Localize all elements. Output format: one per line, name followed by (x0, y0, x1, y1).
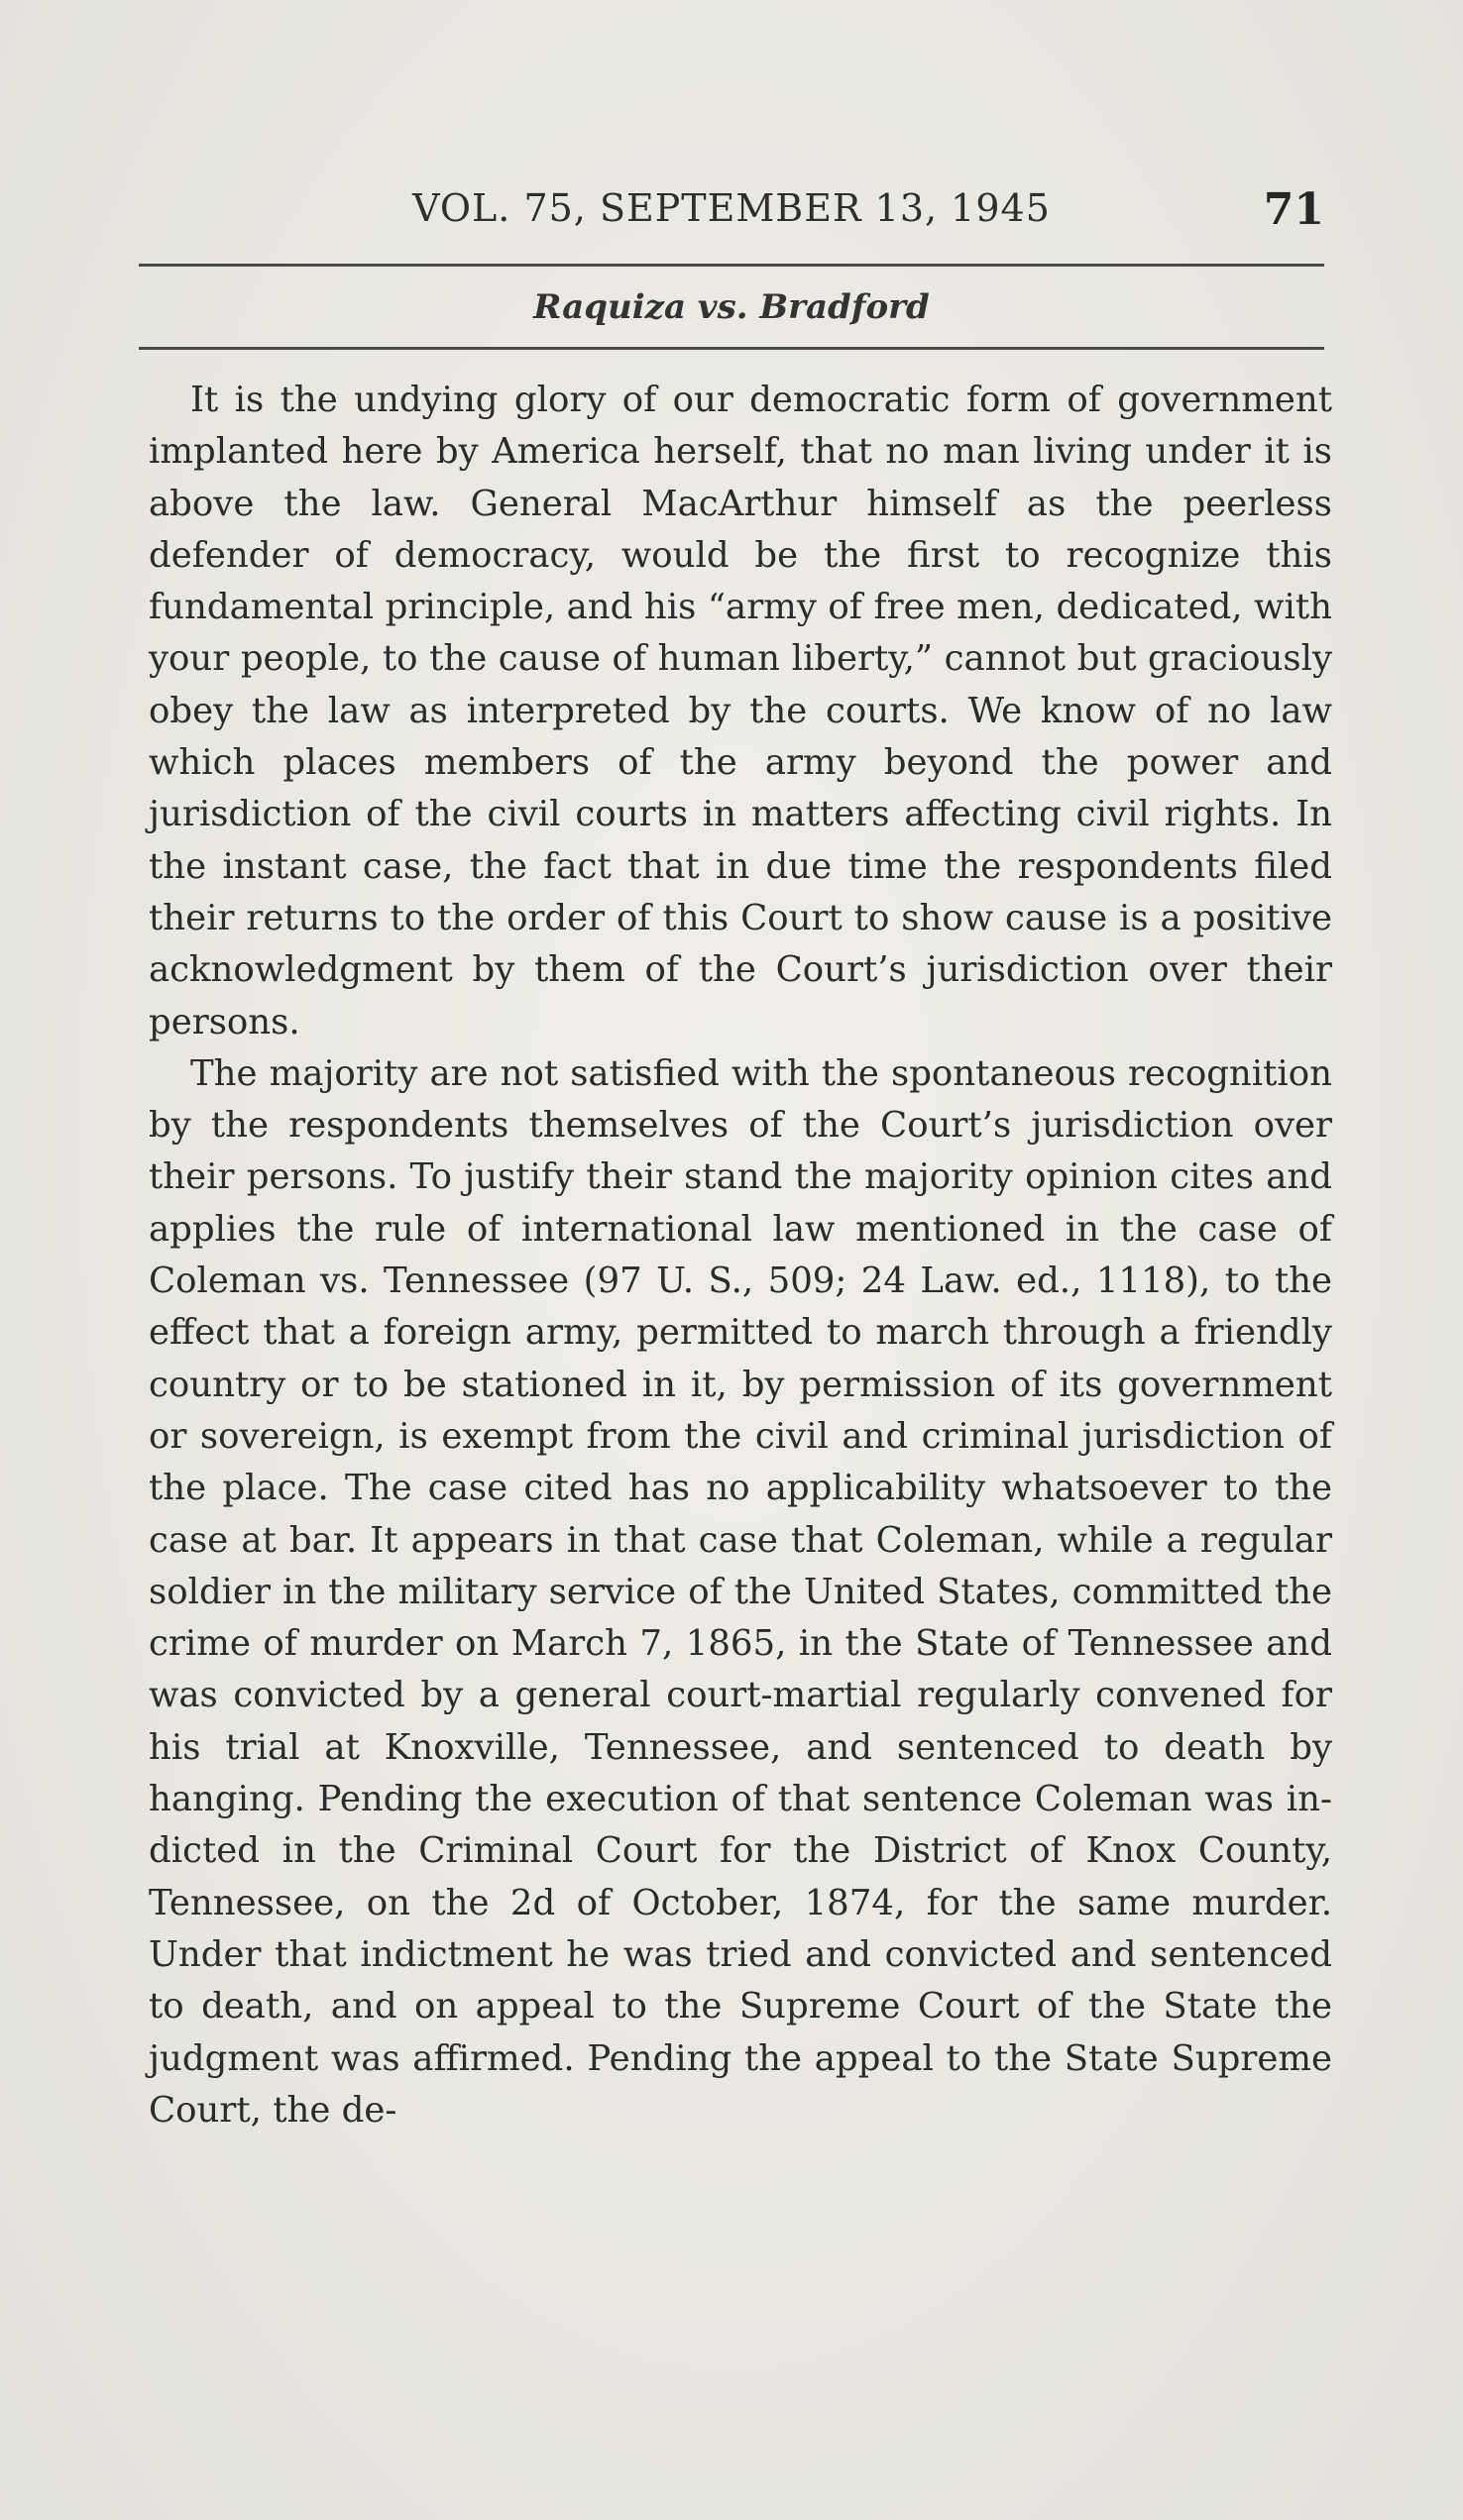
header-rule-bottom (139, 347, 1324, 350)
page-header (139, 186, 1324, 246)
paragraph-2: The majority are not satisfied with the spontaneous recognition by the respondents themselves of the Court’s jurisdiction over their persons. To justify their stand the majority opinion cites and applies the rule of international law mentioned in the case of Coleman vs. Tennessee (97 U. S., 509; 24 Law. ed., 1118), to the effect that a foreign army, permitted to march through a friendly country or to be stationed in it, by permission of its government or sovereign, is exempt from the civil and criminal jurisdiction of the place. The case cited has no applicability whatsoever to the case at bar. It appears in that case that Coleman, while a regular soldier in the military service of the United States, committed the crime of murder on March 7, 1865, in the State of Tennessee and was convicted by a general court-martial regularly convened for his trial at Knoxville, Tennessee, and sentenced to death by hanging. Pending the execution of that sentence Coleman was indicted in the Criminal Court for the District of Knox County, Tennessee, on the 2d of October, 1874, for the same murder. Under that indictment he was tried and convicted and sentenced to death, and on appeal to the Supreme Court of the State the judgment was affirmed. Pending the appeal to the State Supreme Court, the de- (149, 1052, 1332, 2131)
page-number: 71 (1263, 184, 1324, 235)
case-title: Raquiza vs. Bradford (533, 287, 930, 327)
running-head: VOL. 75, SEPTEMBER 13, 1945 (412, 186, 1051, 230)
body-text (149, 375, 1332, 2137)
paragraph-1: It is the undying glory of our democratic form of government implanted here by America herself, that no man living under it is above the law. General MacArthur himself as the peerless defender of democracy, would be the first to recognize this fundamental principle, and his “army of free men, dedicated, with your people, to the cause of human liberty,” cannot but graciously obey the law as interpreted by the courts. We know of no law which places members of the army beyond the power and jurisdiction of the civil courts in matters affecting civil rights. In the instant case, the fact that in due time the respondents filed their returns to the order of this Court to show cause is a positive acknowledgment by them of the Court’s jurisdiction over their persons. (149, 380, 1332, 1042)
header-rule-top (139, 264, 1324, 267)
